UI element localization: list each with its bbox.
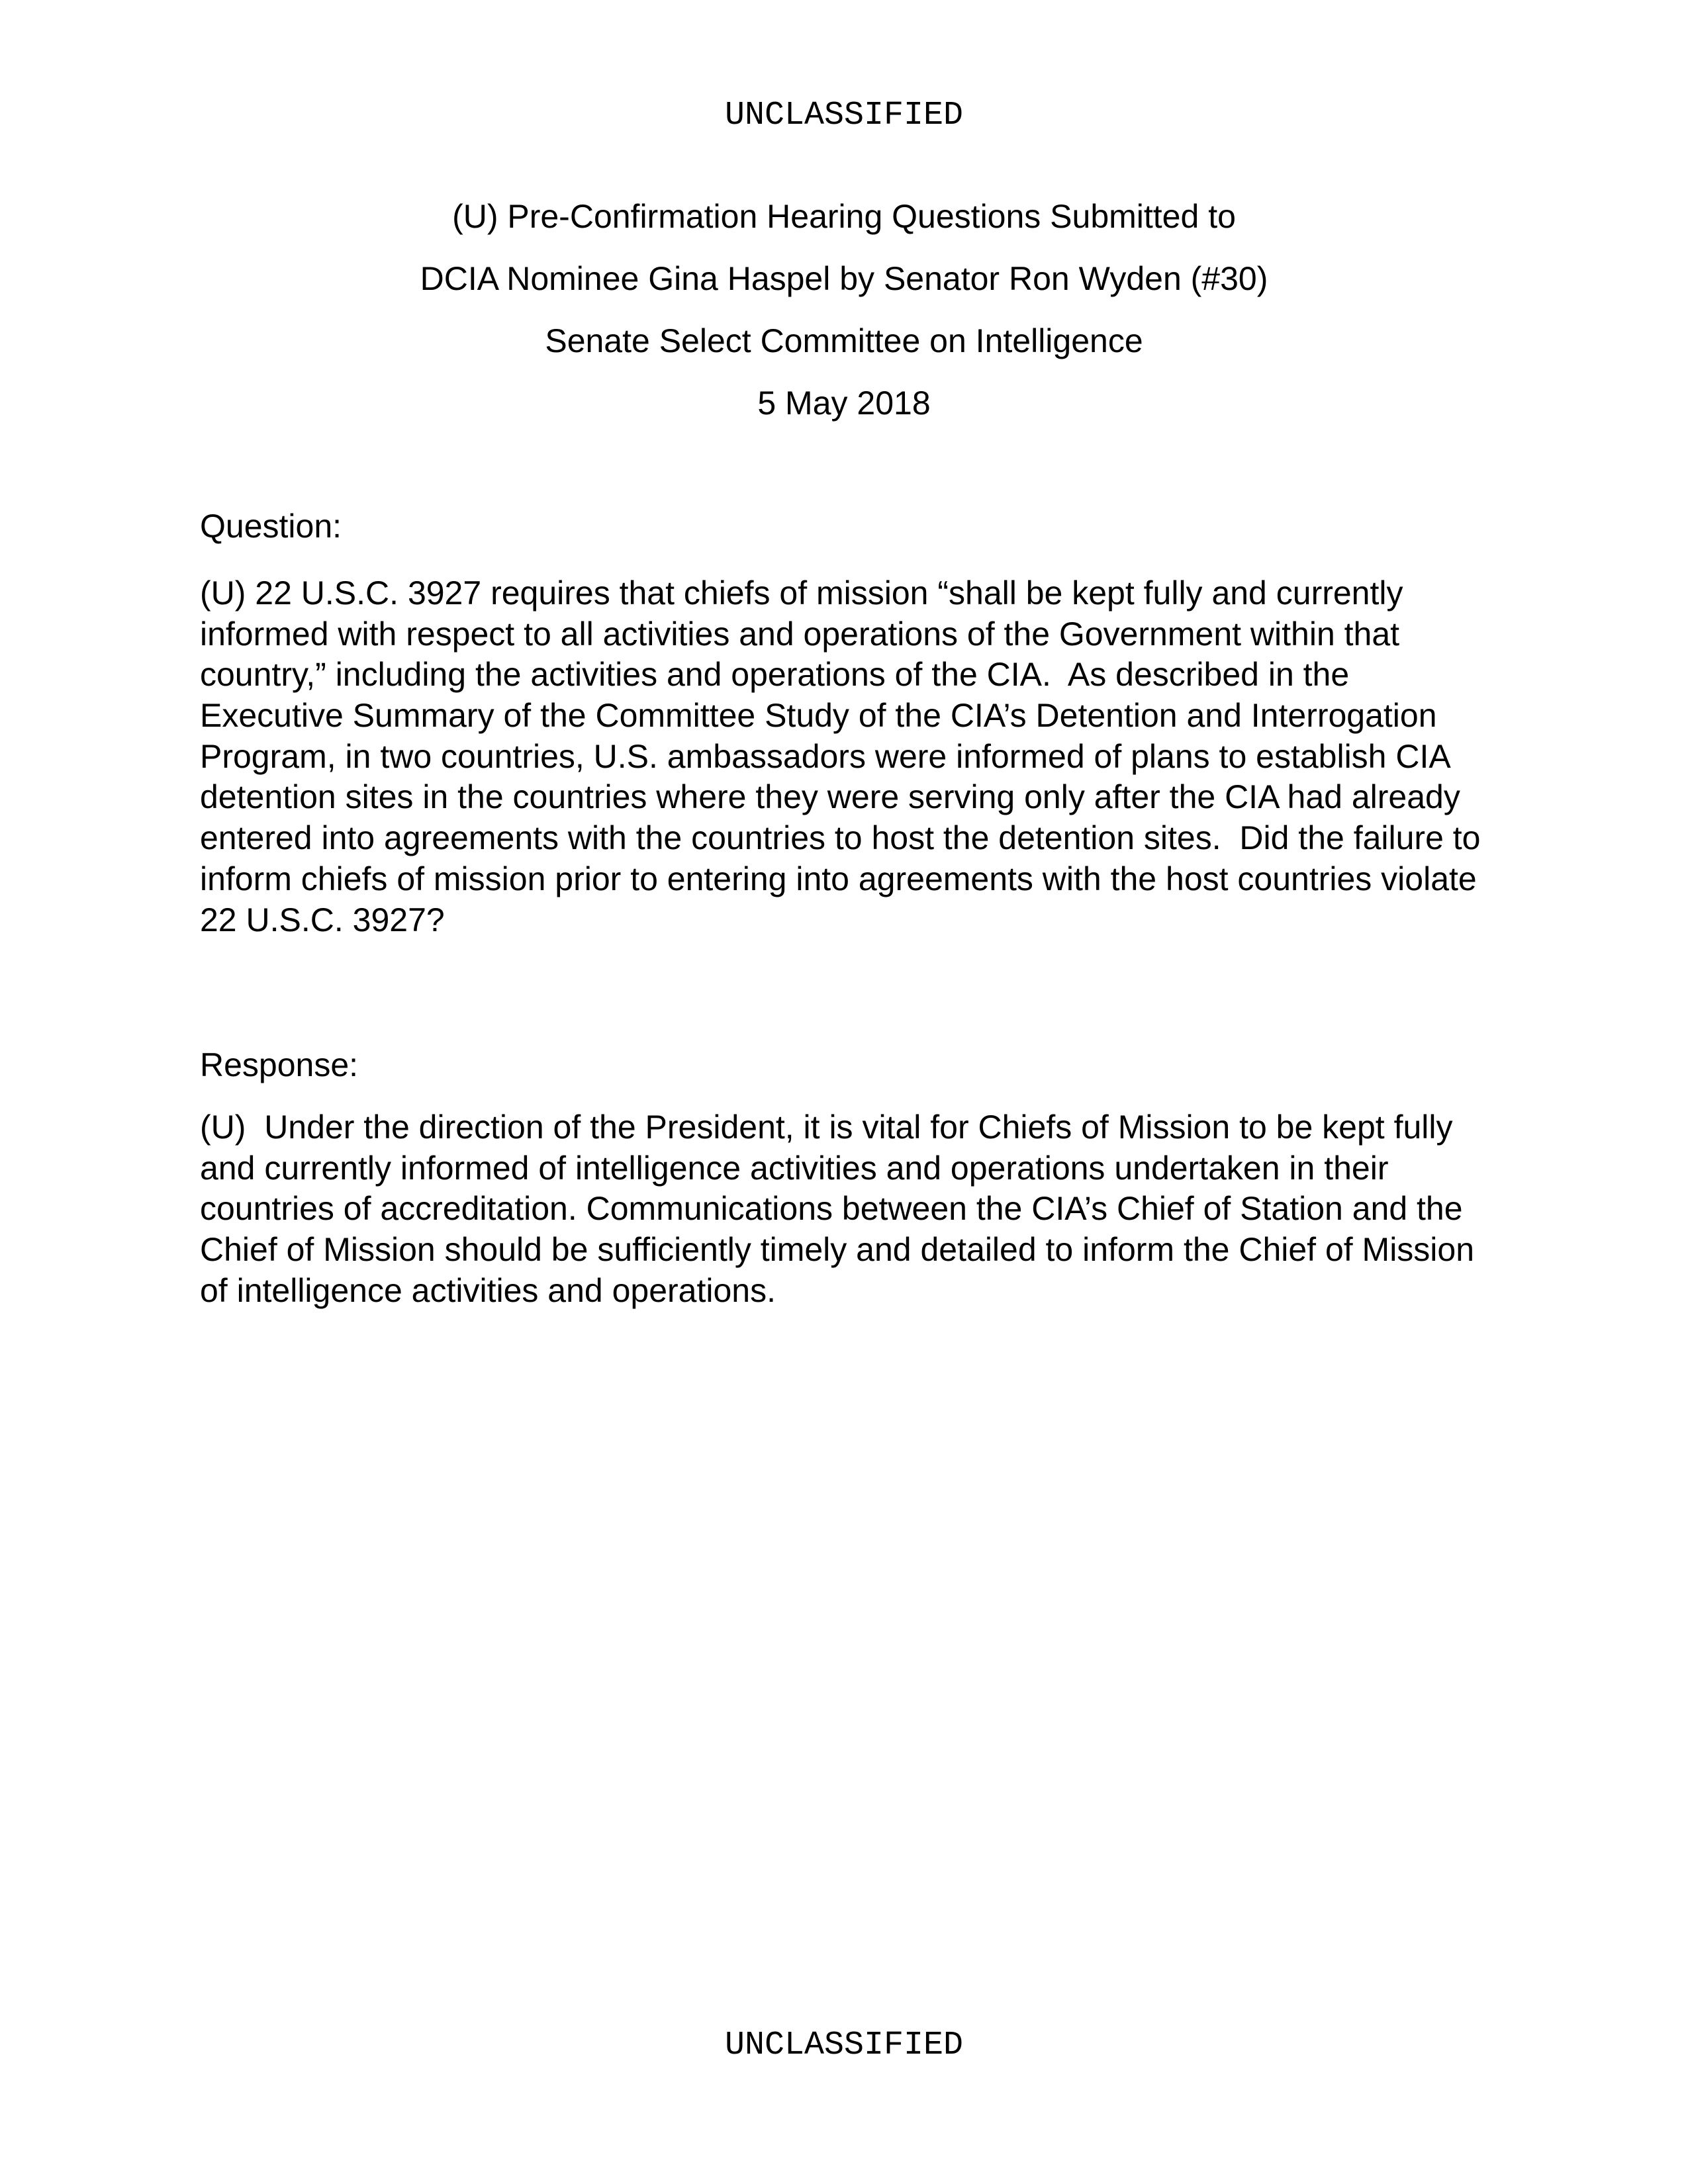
header-classification-marking: UNCLASSIFIED: [724, 97, 964, 134]
response-line: countries of accreditation. Communications between the CIA’s Chief of Station and the: [200, 1190, 1463, 1228]
title-line: 5 May 2018: [757, 385, 931, 422]
title-line: (U) Pre-Confirmation Hearing Questions Submitted to: [452, 198, 1236, 235]
response-line: of intelligence activities and operations.: [200, 1271, 776, 1309]
title-line: Senate Select Committee on Intelligence: [545, 322, 1143, 359]
footer-classification-marking: UNCLASSIFIED: [724, 2026, 964, 2064]
title-line: DCIA Nominee Gina Haspel by Senator Ron Wyden (#30): [420, 260, 1268, 297]
question-line: inform chiefs of mission prior to entering into agreements with the host countries violate: [200, 860, 1477, 897]
response-text: [200, 1107, 1474, 1311]
question-label: Question:: [200, 508, 342, 545]
question-line: country,” including the activities and operations of the CIA. As described in the: [200, 656, 1350, 694]
question-line: Executive Summary of the Committee Study of the CIA’s Detention and Interrogation: [200, 697, 1437, 735]
question-line: 22 U.S.C. 3927?: [200, 901, 445, 938]
response-line: Chief of Mission should be sufficiently timely and detailed to inform the Chief of Mission: [200, 1231, 1475, 1269]
question-line: entered into agreements with the countries to host the detention sites. Did the failure to: [200, 819, 1481, 857]
question-line: detention sites in the countries where they were serving only after the CIA had already: [200, 778, 1460, 816]
question-line: informed with respect to all activities and operations of the Government within that: [200, 615, 1400, 653]
question-line: Program, in two countries, U.S. ambassadors were informed of plans to establish CIA: [200, 737, 1451, 775]
question-text: [200, 573, 1480, 940]
document-title: [0, 185, 1688, 434]
question-line: (U) 22 U.S.C. 3927 requires that chiefs of mission “shall be kept fully and currently: [200, 574, 1403, 612]
response-line: and currently informed of intelligence activities and operations undertaken in their: [200, 1149, 1389, 1187]
response-line: (U) Under the direction of the President, it is vital for Chiefs of Mission to be kept fully: [200, 1109, 1453, 1146]
response-label: Response:: [200, 1046, 359, 1083]
